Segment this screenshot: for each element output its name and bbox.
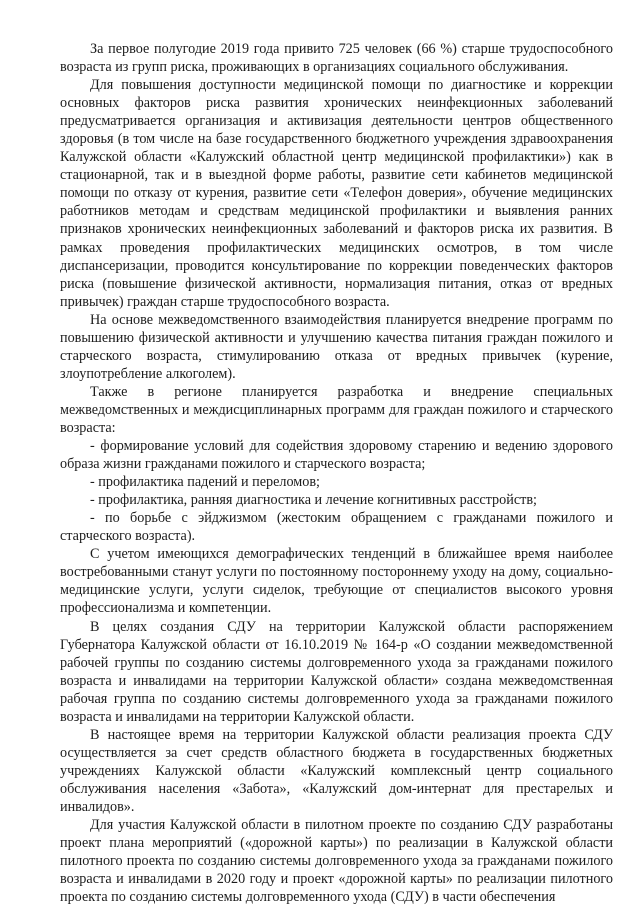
- paragraph-current-implementation: В настоящее время на территории Калужской области реализация проекта СДУ осуществляется за счет средств областного бюджета в государственных бюджетных учреждениях Калужской области «Калужский комплексный центр социального обслуживания населения «Забота», «Калужский дом-интернат для престарелых и инвалидов».: [60, 726, 613, 815]
- paragraph-medical-access: Для повышения доступности медицинской помощи по диагностике и коррекции основных факторов риска развития хронических неинфекционных заболеваний предусматривается организация и активизация деятельности центров общественного здоровья (в том числе на базе государственного бюджетного учреждения здравоохранения Калужской области «Калужский областной центр медицинской профилактики») как в стационарной, так и в выездной форме работы, развитие сети кабинетов медицинской помощи по отказу от курения, развитие сети «Телефон доверия», обучение медицинских работников методам и средствам медицинской профилактики и выявления ранних признаков хронических неинфекционных заболеваний и факторов риска их развития. В рамках проведения профилактических медицинских осмотров, в том числе диспансеризации, проводится консультирование по коррекции поведенческих факторов риска (повышение физической активности, нормализация питания, отказ от вредных привычек) граждан старше трудоспособного возраста.: [60, 77, 613, 310]
- paragraph-demographic-trends: С учетом имеющихся демографических тенденций в ближайшее время наиболее востребованными станут услуги по постоянному постороннему уходу на дому, социально-медицинские услуги, услуги сиделок, требующие от специалистов высокого уровня профессионализма и компетенции.: [60, 546, 613, 617]
- paragraph-vaccination: За первое полугодие 2019 года привито 725 человек (66 %) старше трудоспособного возраста из групп риска, проживающих в организациях социального обслуживания.: [60, 41, 613, 76]
- list-item-falls-prevention: - профилактика падений и переломов;: [90, 474, 320, 491]
- paragraph-special-programs: Также в регионе планируется разработка и внедрение специальных межведомственных и междисциплинарных программ для граждан пожилого и старческого возраста:: [60, 383, 613, 436]
- document-page: [60, 40, 613, 906]
- list-item-healthy-aging: - формирование условий для содействия здоровому старению и ведению здорового образа жизни гражданами пожилого и старческого возраста;: [60, 438, 613, 473]
- paragraph-working-group: В целях создания СДУ на территории Калужской области распоряжением Губернатора Калужской области от 16.10.2019 № 164-р «О создании межведомственной рабочей группы по созданию системы долговременного ухода за гражданами пожилого возраста и инвалидами на территории Калужской области» создана межведомственная рабочая группа по созданию системы долговременного ухода за гражданами пожилого возраста и инвалидами на территории Калужской области.: [60, 618, 613, 725]
- paragraph-pilot-project: Для участия Калужской области в пилотном проекте по созданию СДУ разработаны проект плана мероприятий («дорожной карты») по реализации в Калужской области пилотного проекта по созданию системы долговременного ухода за гражданами пожилого возраста и инвалидами в 2020 году и проект «дорожной карты» по реализации пилотного проекта по созданию системы долговременного ухода (СДУ) в части обеспечения: [60, 817, 613, 906]
- paragraph-interagency-programs: На основе межведомственного взаимодействия планируется внедрение программ по повышению физической активности и улучшению качества питания граждан пожилого и старческого возраста, стимулированию отказа от вредных привычек (курение, злоупотребление алкоголем).: [60, 311, 613, 382]
- list-item-cognitive-disorders: - профилактика, ранняя диагностика и лечение когнитивных расстройств;: [90, 492, 537, 509]
- list-item-ageism: - по борьбе с эйджизмом (жестоким обращением с гражданами пожилого и старческого возраста).: [60, 510, 613, 545]
